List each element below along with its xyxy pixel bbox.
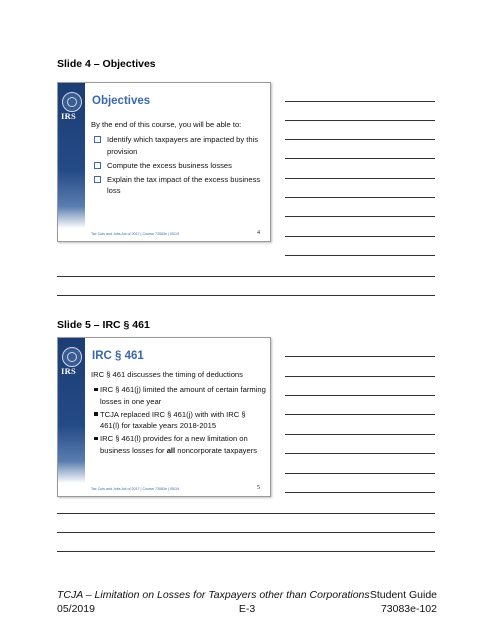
bullet-list [91, 384, 266, 456]
slide-sidebar [58, 338, 85, 496]
slide-number: 5 [257, 485, 260, 491]
publication-date: 05/2019 [57, 603, 95, 615]
slide-footer: Tax Cuts and Jobs Act of 2017 | Course 73083e | 05/19 [91, 487, 179, 491]
note-line [285, 453, 435, 454]
slide-4-heading: Slide 4 – Objectives [57, 58, 156, 70]
slide-number: 4 [257, 230, 260, 236]
note-line-full [57, 513, 435, 514]
course-title: TCJA – Limitation on Losses for Taxpayers other than Corporations [57, 589, 370, 601]
square-bullet-icon [94, 437, 98, 441]
note-line [285, 139, 435, 140]
checkbox-bullet-icon [94, 162, 101, 169]
bullet-item: IRC § 461(j) limited the amount of certain farming losses in one year [91, 384, 266, 407]
note-line-full [57, 551, 435, 552]
slide-body [91, 369, 266, 458]
note-line [285, 395, 435, 396]
note-line-full [57, 276, 435, 277]
note-line [285, 492, 435, 493]
slide-title: Objectives [92, 95, 151, 107]
objective-item: Explain the tax impact of the excess business loss [91, 174, 266, 197]
note-line [285, 376, 435, 377]
note-line [285, 178, 435, 179]
note-line-full [57, 295, 435, 296]
checkbox-bullet-icon [94, 136, 101, 143]
slide-title: IRC § 461 [92, 350, 144, 362]
slide-5-heading: Slide 5 – IRC § 461 [57, 319, 150, 331]
slide-4-thumbnail [57, 82, 271, 242]
note-line [285, 356, 435, 357]
irs-seal-icon [62, 347, 82, 367]
note-line [285, 236, 435, 237]
bullet-item: TCJA replaced IRC § 461(j) with with IRC § 461(l) for taxable years 2018-2015 [91, 409, 266, 432]
irs-logo: IRS [61, 366, 77, 376]
note-line [285, 473, 435, 474]
slide-body [91, 119, 266, 200]
bullet-item: IRC § 461(l) provides for a new limitation on business losses for all noncorporate taxpayers [91, 433, 266, 456]
slide-sidebar [58, 83, 85, 241]
objective-item: Compute the excess business losses [91, 160, 266, 171]
slide-footer: Tax Cuts and Jobs Act of 2017 | Course 73083e | 05/19 [91, 232, 179, 236]
irs-seal-icon [62, 92, 82, 112]
slide-intro: By the end of this course, you will be able to: [91, 120, 242, 129]
note-line [285, 255, 435, 256]
note-line [285, 414, 435, 415]
slide-intro: IRC § 461 discusses the timing of deductions [91, 370, 243, 379]
document-type: Student Guide [369, 589, 437, 601]
checkbox-bullet-icon [94, 176, 101, 183]
page-number: E-3 [238, 603, 256, 615]
slide-5-thumbnail [57, 337, 271, 497]
note-line [285, 158, 435, 159]
note-line [285, 101, 435, 102]
note-line [285, 120, 435, 121]
objective-list [91, 134, 266, 196]
note-line-full [57, 532, 435, 533]
irs-logo: IRS [61, 111, 77, 121]
square-bullet-icon [94, 388, 98, 392]
note-line [285, 216, 435, 217]
objective-item: Identify which taxpayers are impacted by this provision [91, 134, 266, 157]
square-bullet-icon [94, 412, 98, 416]
note-line [285, 434, 435, 435]
course-code: 73083e-102 [380, 603, 437, 615]
note-line [285, 197, 435, 198]
